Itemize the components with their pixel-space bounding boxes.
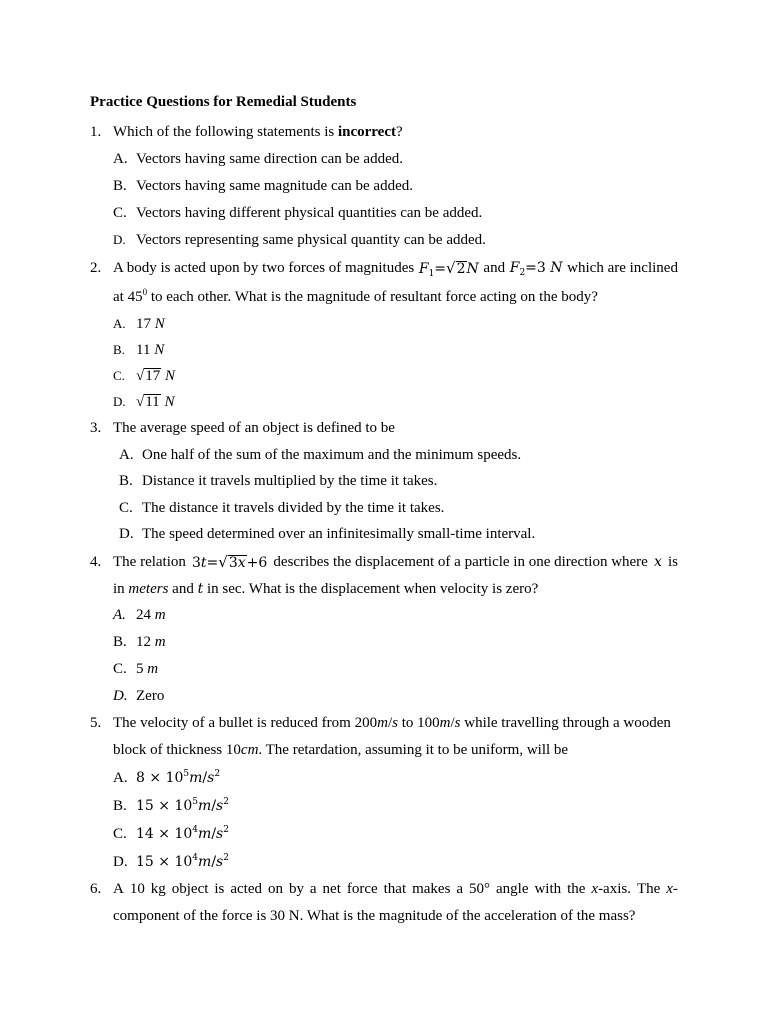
math-operator: × [149, 770, 162, 786]
unit: N [164, 394, 175, 410]
math-superscript: 4 [192, 853, 199, 863]
question-text-part: The relation [113, 554, 186, 570]
question-text-emphasis: meters [128, 581, 169, 597]
question-text-part: ? [396, 124, 403, 140]
math-number: 15 [136, 854, 154, 870]
math-number: 3 [191, 555, 201, 571]
math-number: 10 [174, 854, 193, 870]
math-superscript: 5 [183, 769, 190, 779]
math-symbol: x [666, 881, 673, 897]
option-letter: D. [119, 526, 134, 542]
math-symbol: x [653, 554, 662, 570]
option-text: Distance it travels multiplied by the time it takes. [142, 473, 438, 489]
unit: m [198, 826, 212, 842]
option-letter: D. [113, 394, 126, 409]
option-text: The speed determined over an infinitesimally small-time interval. [142, 526, 536, 542]
radical-sign-icon: √ [218, 553, 228, 571]
option-text [136, 825, 229, 843]
option-text: Vectors having same magnitude can be added. [136, 178, 413, 194]
option-letter: B. [113, 178, 127, 194]
question-word: net [322, 881, 341, 897]
math-operator: × [158, 826, 171, 842]
unit: m [439, 715, 451, 731]
unit: m [377, 715, 388, 731]
math-number: 8 [136, 770, 145, 786]
question-word: that [383, 881, 407, 897]
option-text [136, 797, 229, 815]
option-letter: A. [113, 316, 126, 331]
square-root [446, 259, 466, 278]
square-root [218, 553, 246, 572]
option-value: 5 [136, 661, 144, 677]
unit: s [392, 715, 398, 731]
unit: / [211, 854, 217, 870]
unit: N [154, 316, 165, 332]
option-letter: C. [113, 826, 127, 842]
unit: s [216, 798, 224, 814]
option-text [136, 393, 174, 411]
option-text: Vectors having different physical quantities can be added. [136, 205, 483, 221]
math-subscript: 1 [428, 269, 435, 279]
question-word: acted [230, 881, 262, 897]
question-word: force [346, 881, 378, 897]
radical-sign-icon: √ [136, 394, 145, 410]
question-text-part: A body is acted upon by two forces of magnitudes [113, 260, 415, 276]
question-text-part: while travelling through a wooden [460, 715, 671, 731]
math-symbol: x [237, 555, 246, 571]
question-text: component of the force is 30 N. What is the magnitude of the acceleration of the mass? [113, 908, 636, 924]
question-number: 3. [90, 420, 102, 436]
question-word: A [113, 881, 124, 897]
question-text [113, 880, 678, 898]
option-letter: C. [119, 500, 133, 516]
unit: m [198, 854, 212, 870]
question-text-part: and [483, 260, 506, 276]
unit: N [164, 368, 175, 384]
math-number: 10 [174, 798, 193, 814]
question-word: makes [412, 881, 451, 897]
unit: cm [240, 742, 259, 758]
question-text [113, 123, 403, 141]
option-text [136, 853, 229, 871]
unit: s [454, 715, 461, 731]
math-symbol: t [200, 555, 207, 571]
math-subscript: 2 [519, 268, 526, 278]
math-superscript: 2 [223, 797, 229, 807]
option-letter: A. [113, 770, 128, 786]
question-text-part: describes the displacement of a particle in one direction where [273, 554, 648, 570]
question-text-part: . The retardation, assuming it to be uniform, will be [258, 742, 569, 758]
radicand [228, 555, 247, 571]
math-operator: × [158, 798, 171, 814]
unit: / [202, 770, 208, 786]
question-text-part: The velocity of a bullet is reduced from 200 [113, 715, 378, 731]
math-symbol: F [509, 260, 520, 276]
question-word: by [288, 881, 304, 897]
option-text [136, 769, 220, 787]
question-text-part: which are inclined [567, 260, 678, 276]
question-text [113, 580, 538, 598]
math-superscript: 2 [223, 853, 229, 863]
unit: m [189, 770, 203, 786]
question-word: a [456, 881, 464, 897]
math-superscript: 0 [142, 287, 148, 297]
question-text [113, 714, 671, 732]
option-letter: D. [113, 688, 128, 704]
force-1-expression [419, 259, 479, 278]
question-text-part: at 45 [113, 289, 143, 305]
option-letter: C. [113, 661, 127, 677]
question-word: with [534, 881, 562, 897]
unit: s [216, 826, 224, 842]
math-symbol: t [197, 581, 204, 597]
option-text: One half of the sum of the maximum and the minimum speeds. [142, 447, 522, 463]
question-word: The [636, 881, 661, 897]
option-letter: D. [113, 854, 128, 870]
math-operator: = [206, 555, 219, 571]
option-letter: A. [113, 151, 128, 167]
option-text: Zero [136, 688, 165, 704]
square-root [136, 367, 161, 385]
question-word: is [214, 881, 225, 897]
unit: / [211, 826, 217, 842]
option-text [136, 341, 164, 359]
question-number: 4. [90, 554, 102, 570]
math-number: 15 [136, 798, 154, 814]
option-value: 24 [136, 607, 151, 623]
option-letter: C. [113, 368, 125, 383]
math-operator: =3 [525, 260, 546, 276]
unit: m [154, 634, 166, 650]
question-word: a [309, 881, 317, 897]
option-value: 12 [136, 634, 151, 650]
unit: / [211, 798, 217, 814]
question-number: 6. [90, 881, 102, 897]
question-word [666, 880, 678, 898]
unit: N [466, 261, 479, 277]
unit: / [387, 715, 393, 731]
question-word: the [567, 881, 586, 897]
math-number: 14 [136, 826, 154, 842]
radicand: 11 [145, 394, 160, 410]
force-2-expression [510, 259, 563, 278]
question-number: 5. [90, 715, 102, 731]
math-symbol: x [591, 881, 599, 897]
math-superscript: 4 [192, 825, 199, 835]
option-value: 11 [136, 342, 151, 358]
unit: m [198, 798, 212, 814]
math-number: 10 [165, 770, 184, 786]
option-letter: A. [113, 607, 126, 623]
question-text-part: - [672, 881, 678, 897]
radical-sign-icon: √ [446, 259, 456, 277]
question-text: The average speed of an object is defined to be [113, 420, 395, 436]
option-letter: B. [113, 798, 127, 814]
relation-equation [192, 553, 267, 572]
option-letter: B. [113, 634, 127, 650]
math-superscript: 2 [214, 769, 221, 779]
question-number: 2. [90, 260, 102, 276]
question-word: 10 [129, 881, 145, 897]
math-operator: × [158, 854, 171, 870]
question-word [591, 880, 631, 898]
radicand: 17 [145, 368, 161, 384]
question-text [113, 741, 568, 759]
unit: s [216, 854, 224, 870]
math-superscript: 5 [192, 797, 199, 807]
math-number: 3 [228, 555, 238, 571]
option-text: Vectors having same direction can be added. [136, 151, 403, 167]
question-text [113, 288, 598, 306]
option-letter: B. [113, 342, 125, 357]
unit: m [154, 607, 166, 623]
option-text: The distance it travels divided by the time it takes. [142, 500, 445, 516]
question-word: 50° [469, 881, 491, 897]
option-value: 17 [136, 316, 151, 332]
option-letter: D. [113, 232, 126, 247]
option-text [136, 315, 165, 333]
question-text-emphasis: incorrect [337, 124, 396, 140]
page-title: Practice Questions for Remedial Students [90, 94, 357, 110]
question-text-part: to each other. What is the magnitude of resultant force acting on the body? [147, 289, 598, 305]
unit: m [147, 661, 159, 677]
unit: N [154, 342, 165, 358]
question-text-part: -axis. [598, 881, 631, 897]
question-text-part: and [168, 581, 198, 597]
question-text-part: is [667, 554, 678, 570]
option-text [136, 633, 166, 651]
question-text-part: block of thickness 10 [113, 742, 241, 758]
question-text-part: in [113, 581, 129, 597]
square-root [136, 393, 161, 411]
option-letter: B. [119, 473, 133, 489]
option-text [136, 367, 175, 385]
radicand: 2 [456, 261, 466, 277]
question-word: angle [496, 881, 529, 897]
option-text [136, 660, 158, 678]
radical-sign-icon: √ [136, 368, 145, 384]
unit: s [207, 770, 215, 786]
math-number: 10 [174, 826, 193, 842]
option-text [136, 606, 166, 624]
question-word: object [171, 881, 209, 897]
question-word: kg [150, 881, 166, 897]
question-text [113, 259, 678, 278]
unit: N [550, 260, 563, 276]
question-word: on [267, 881, 283, 897]
option-letter: C. [113, 205, 127, 221]
question-text [113, 553, 678, 572]
math-superscript: 2 [223, 825, 229, 835]
unit: / [450, 715, 455, 731]
question-number: 1. [90, 124, 102, 140]
question-text-part: Which of the following statements is [113, 124, 338, 140]
math-operator: = [434, 261, 447, 277]
question-text-part: to 100 [397, 715, 440, 731]
question-text-part: in sec. What is the displacement when velocity is zero? [203, 581, 539, 597]
option-text: Vectors representing same physical quantity can be added. [136, 232, 486, 248]
math-symbol: F [418, 261, 429, 277]
math-operator: +6 [246, 555, 268, 571]
option-letter: A. [119, 447, 134, 463]
